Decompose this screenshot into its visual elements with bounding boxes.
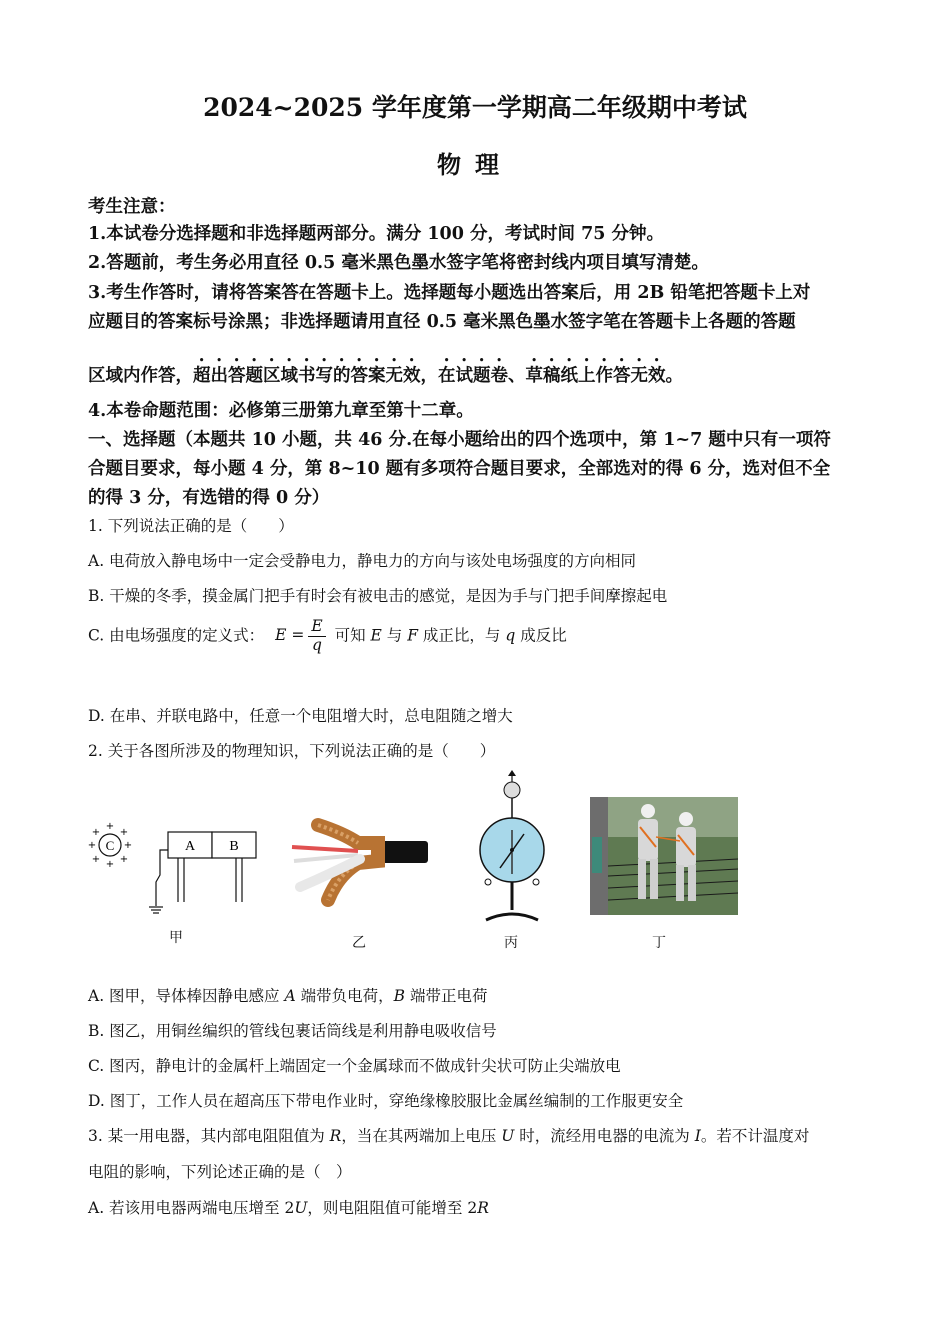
q2-stem: 2. 关于各图所涉及的物理知识，下列说法正确的是（ ） (88, 742, 496, 760)
svg-text:+: + (87, 840, 97, 851)
q1-stem: 1. 下列说法正确的是（ ） (88, 517, 294, 535)
q3-stem-mid: ，当在其两端加上电压 (341, 1127, 502, 1145)
figure-label-bing: 丙 (504, 935, 518, 951)
q3-stem-line2: 电阻的影响，下列论述正确的是（ ） (88, 1163, 352, 1181)
notice-item-1: 1.本试卷分选择题和非选择题两部分。满分 100 分，考试时间 75 分钟。 (88, 224, 665, 244)
section1-line2: 合题目要求，每小题 4 分，第 8~10 题有多项符合题目要求，全部选对的得 6 分，选对但不全 (88, 459, 831, 479)
q2-option-d: D. 图丁，工作人员在超高压下带电作业时，穿绝缘橡胶服比金属丝编制的工作服更安全 (88, 1092, 684, 1110)
subject-title: 物理 (437, 150, 513, 179)
var-f: F (407, 626, 418, 645)
ground-icon (149, 907, 163, 913)
svg-text:+: + (119, 827, 129, 838)
stand-base (486, 914, 538, 920)
section1-line3: 的得 3 分，有选错的得 0 分） (88, 488, 330, 508)
fraction-numerator: E (308, 618, 325, 637)
notice-heading: 考生注意： (88, 197, 176, 217)
wire-red (292, 847, 358, 851)
figure-label-ding: 丁 (652, 935, 666, 951)
q3-option-a-mid: ，则电阻阻值可能增至 2 (307, 1199, 478, 1217)
q1-option-c-pre: C. 由电场强度的定义式： (88, 626, 265, 645)
figure-label-jia: 甲 (169, 930, 183, 946)
emphasized-text-2: 在试题卷、草稿纸上作答无效 (438, 366, 666, 386)
figure-jia (86, 820, 266, 920)
q3-stem-end: 。若不计温度对 (700, 1127, 810, 1145)
figure-bing (470, 770, 555, 930)
notice-item-2: 2.答题前，考生务必用直径 0.5 毫米黑色墨水签字笔将密封线内项目填写清楚。 (88, 253, 709, 273)
var-a: A (284, 987, 296, 1005)
q2-option-a-pre: A. 图甲，导体棒因静电感应 (88, 987, 285, 1005)
q3-option-a-pre: A. 若该用电器两端电压增至 2 (88, 1199, 295, 1217)
q2-option-a-end: 端带正电荷 (405, 987, 488, 1005)
q1-option-c (88, 618, 567, 655)
q3-stem-line1 (88, 1124, 809, 1146)
rod-label-b: B (229, 839, 239, 854)
notice-item-3-line2: 应题目的答案标号涂黑；非选择题请用直径 0.5 毫米黑色墨水签字笔在答题卡上各题的答题 (88, 312, 796, 332)
var-e: E (370, 626, 382, 645)
formula-fraction (308, 618, 325, 655)
emphasized-text-1: 超出答题区域书写的答案无效 (193, 366, 421, 386)
q1-option-d: D. 在串、并联电路中，任意一个电阻增大时，总电阻随之增大 (88, 707, 513, 725)
q1-option-c-end: 成反比 (515, 626, 567, 645)
svg-text:+: + (91, 854, 101, 865)
charge-label: C (105, 838, 115, 853)
metal-ball (504, 782, 520, 798)
notice-item-4: 4.本卷命题范围：必修第三册第九章至第十二章。 (88, 401, 474, 421)
q1-option-c-mid1: 可知 (329, 626, 371, 645)
q2-option-c: C. 图丙，静电计的金属杆上端固定一个金属球而不做成针尖状可防止尖端放电 (88, 1057, 621, 1075)
var-u: U (501, 1127, 515, 1145)
rod-label-a: A (184, 839, 196, 854)
var-q: q (505, 626, 516, 645)
page-title: 2024~2025 学年度第一学期高二年级期中考试 (203, 93, 747, 122)
q3-stem-pre: 3. 某一用电器，其内部电阻阻值为 (88, 1127, 330, 1145)
q1-option-a: A. 电荷放入静电场中一定会受静电力，静电力的方向与该处电场强度的方向相同 (88, 552, 637, 570)
svg-text:+: + (105, 821, 115, 832)
var-r: R (329, 1127, 342, 1145)
q3-stem-mid2: 时，流经用电器的电流为 (514, 1127, 695, 1145)
var-u-2: U (294, 1199, 308, 1217)
q3-option-a (88, 1196, 489, 1218)
figure-ding (590, 797, 738, 915)
q1-option-c-mid2: 与 (381, 626, 408, 645)
q1-option-c-mid3: 成正比，与 (417, 626, 506, 645)
formula-lhs: E = (275, 626, 305, 645)
q2-option-b: B. 图乙，用铜丝编织的管线包裹话筒线是利用静电吸收信号 (88, 1022, 497, 1040)
notice-item-3-line3-pre: 区域内作答， (88, 366, 193, 386)
figure-label-yi: 乙 (352, 935, 366, 951)
svg-text:+: + (119, 854, 129, 865)
notice-item-3-line3 (88, 356, 683, 387)
notice-item-3-line1: 3.考生作答时，请将答案答在答题卡上。选择题每小题选出答案后，用 2B 铅笔把答题卡上对 (88, 283, 811, 303)
svg-text:+: + (91, 827, 101, 838)
q2-option-a-mid: 端带负电荷， (295, 987, 394, 1005)
notice-item-3-line3-end: 。 (665, 366, 683, 386)
var-r-2: R (477, 1199, 489, 1217)
q2-option-a (88, 984, 487, 1006)
notice-item-3-line3-mid: ， (420, 366, 438, 386)
var-b: B (393, 987, 406, 1005)
section1-line1: 一、选择题（本题共 10 小题，共 46 分.在每小题给出的四个选项中，第 1~7 题中只有一项符 (88, 430, 831, 450)
svg-text:+: + (123, 840, 133, 851)
fraction-denominator: q (312, 635, 322, 654)
var-i: I (694, 1127, 701, 1145)
svg-text:+: + (105, 859, 115, 870)
figure-yi (288, 805, 433, 915)
q1-option-b: B. 干燥的冬季，摸金属门把手有时会有被电击的感觉，是因为手与门把手间摩擦起电 (88, 587, 668, 605)
